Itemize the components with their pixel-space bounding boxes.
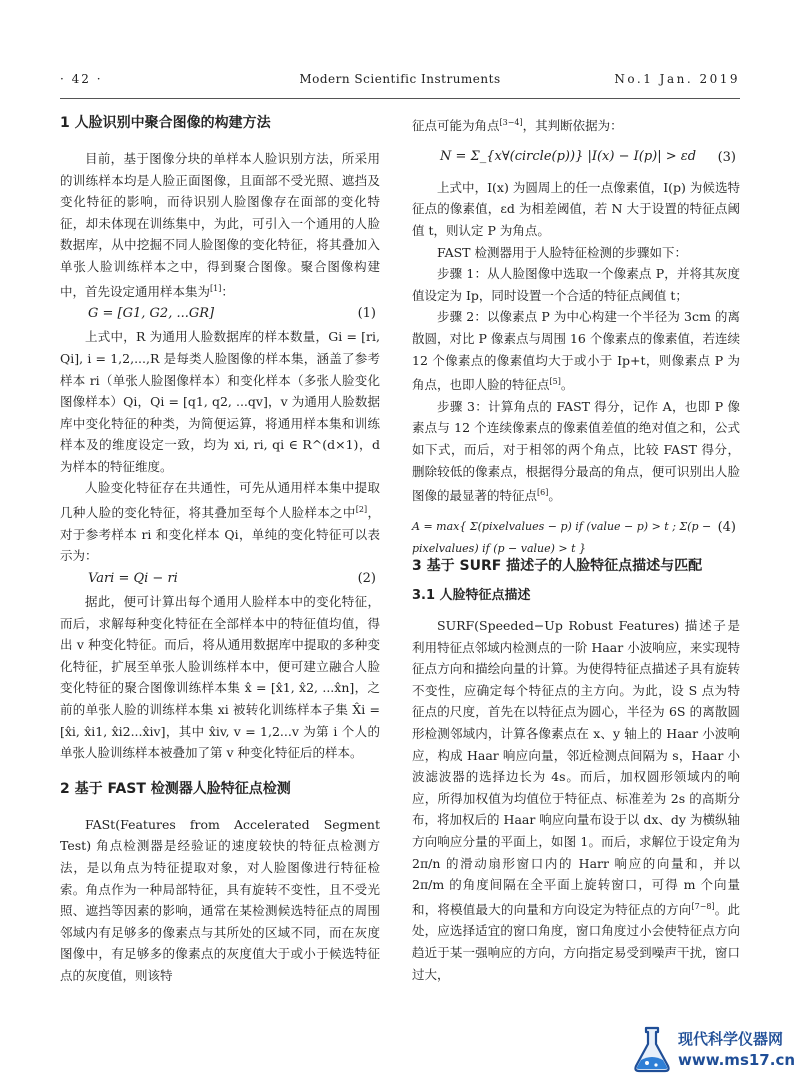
site-watermark: [630, 1022, 796, 1080]
citation[interactable]: [7−8]: [691, 901, 715, 911]
right-column: [412, 112, 740, 985]
equation-formula: Vari = Qi − ri: [88, 571, 178, 586]
equation-2: [60, 567, 380, 591]
equation-4: [412, 507, 740, 555]
citation[interactable]: [1]: [210, 283, 222, 293]
equation-formula: N = Σ_{x∀(circle(p))} |I(x) − I(p)| > εd: [440, 148, 697, 164]
citation[interactable]: [2]: [355, 505, 368, 515]
citation[interactable]: [5]: [549, 377, 561, 387]
paragraph: 上式中，I(x) 为圆周上的任一点像素值，I(p) 为候选特征点的像素值，εd 为相差阈值，若 N 大于设置的特征点阈值 t，则认定 P 为角点。: [412, 179, 740, 238]
paragraph: FAST 检测器用于人脸特征检测的步骤如下：: [437, 244, 687, 260]
paragraph: 据此，便可计算出每个通用人脸样本中的变化特征，而后，求解每种变化特征在全部样本中的特征值均值，得出 v 种变化特征。而后，将从通用数据库中提取的多种变化特征，扩展至单张人脸训练样本中，便可建立融合人脸变化特征的聚合图像训练样本集 x̂ = [x̂1, x̂2, ...x̂n]，之前的单张人脸的训练样本集 xi 被转化训练样本子集 X̂i = [x̂i, x̂i1, x̂i2...x̂iv]，其中 x̂iv, v = 1,2...v 为第 i 个人的单张人脸训练样本被叠加了第 v 种变化特征后的样本。: [60, 594, 380, 761]
journal-name: Modern Scientific Instruments: [299, 72, 501, 86]
paragraph: FASt(Features from Accelerated Segment Test) 角点检测器是经验证的速度较快的特征点检测方法，是以角点为特征提取对象，对人脸图像进行特征检索。角点作为一种局部特征，具有旋转不变性，且不受光照、遮挡等因素的影响，通常在某检测候选特征点的周围邻域内有足够多的像素点与其所处的区域不同，而在灰度图像中，有足够多的像素点的灰度值大于或小于候选特征点的灰度值，则该特: [60, 816, 380, 983]
flask-logo-icon: [630, 1024, 674, 1074]
section-1-title: 1 人脸识别中聚合图像的构建方法: [60, 115, 271, 131]
watermark-title: 现代科学仪器网: [678, 1030, 784, 1048]
section-2-title: 2 基于 FAST 检测器人脸特征点检测: [60, 780, 291, 797]
running-header: [60, 72, 740, 92]
watermark-url[interactable]: www.ms17.cn: [678, 1051, 796, 1069]
equation-formula: A = max{ Σ(pixelvalues − p) if (value − p) > t ; Σ(p − pixelvalues) if (p − value) > t }: [412, 519, 712, 555]
issue-info: No.1 Jan. 2019: [614, 72, 740, 86]
left-column: [60, 112, 380, 987]
equation-1: [60, 302, 380, 326]
equation-3: [412, 137, 740, 177]
page-number: · 42 ·: [60, 72, 103, 86]
header-rule: [60, 98, 740, 99]
equation-number: (4): [717, 519, 736, 535]
paragraph: 上式中，R 为通用人脸数据库的样本数量，Gi = [ri, Qi], i = 1,2,...,R 是每类人脸图像的样本集，涵盖了参考样本 ri（单张人脸图像样本）和变化样本（多张人脸变化图像样本）Qi，Qi = [q1, q2, ...qv]，v 为通用人脸数据库中变化特征的种类，为简便运算，将通用样本集和训练样本及的维度设定一致，均为 xi, ri, qi ∈ R^(d×1)，d 为样本的特征维度。: [60, 329, 380, 474]
equation-number: (3): [717, 149, 736, 165]
citation[interactable]: [6]: [537, 488, 549, 498]
paragraph: 步骤 3：计算角点的 FAST 得分，记作 A，也即 P 像素点与 12 个连续像素点的像素值差值的绝对值之和，公式如下式，而后，对于相邻的两个角点，比较 FAST 得分，删除较低的像素点，根据得分最高的角点，便可识别出人脸图像的最显著的特征点[6]。: [412, 398, 740, 504]
citation[interactable]: [3−4]: [499, 118, 523, 127]
equation-formula: G = [G1, G2, ...GR]: [88, 306, 215, 322]
subsection-3-1-title: 3.1 人脸特征点描述: [412, 587, 531, 603]
equation-number: (1): [357, 306, 376, 322]
section-3-title: 3 基于 SURF 描述子的人脸特征点描述与匹配: [412, 557, 703, 574]
paragraph: 步骤 1：从人脸图像中选取一个像素点 P，并将其灰度值设定为 Ip，同时设置一个合适的特征点阈值 t；: [412, 266, 740, 303]
paragraph: SURF(Speeded−Up Robust Features) 描述子是利用特征点邻域内检测点的一阶 Haar 小波响应，来实现特征点方向和描绘向量的计算。为使得特征点描述子具有旋转不变性，应确定每个特征点的主方向。为此，设 S 点为特征点的尺度，首先在以特征点为圆心，半径为 6S 的离散圆形检测邻域内，计算各像素点在 x、y 轴上的 Haar 小波响应，构成 Haar 响应向量，邻近检测点间隔为 s，Haar 小波滤波器的选择边长为 4s。而后，加权圆形领域内的响应，所得加权值为均值位于特征点、标准差为 2s 的高斯分布，将加权后的 Haar 响应向量布设于以 dx、dy 为横纵轴方向响应分量的平面上，如图 1。而后，求解位于设定角为 2π/n 的滑动扇形窗口内的 Harr 响应的向量和，并以 2π/m 的角度间隔在全平面上旋转窗口，可得 m 个向量和，将模值最大的向量和方向设定为特征点的方向[7−8]。此处，应选择适宜的窗口角度，窗口角度过小会使特征点方向趋近于某一强响应的方向，方向指定易受到噪声干扰，窗口过大，: [412, 617, 740, 982]
equation-number: (2): [357, 571, 376, 586]
paragraph: 人脸变化特征存在共通性，可先从通用样本集中提取几种人脸的变化特征，将其叠加至每个人脸样本之中[2]，对于参考样本 ri 和变化样本 Qi，单纯的变化特征可以表示为：: [60, 480, 380, 564]
paragraph: 步骤 2：以像素点 P 为中心构建一个半径为 3cm 的离散圆，对比 P 像素点与周围 16 个像素点的像素值，若连续 12 个像素点的像素值均大于或小于 Ip+t，则像素点 P 为角点，也即人脸的特征点[5]。: [412, 309, 740, 393]
paragraph: 目前，基于图像分块的单样本人脸识别方法，所采用的训练样本均是人脸正面图像，且面部不受光照、遮挡及变化特征的影响，而待识别人脸图像存在面部的变化特征，却未体现在训练集中，为此，可引入一个通用的人脸数据库，从中挖掘不同人脸图像的变化特征，将其叠加入单张人脸训练样本之中，得到聚合图像。聚合图像构建中，首先设定通用样本集为[1]：: [60, 151, 380, 299]
paragraph: 征点可能为角点[3−4]，其判断依据为：: [412, 118, 623, 134]
